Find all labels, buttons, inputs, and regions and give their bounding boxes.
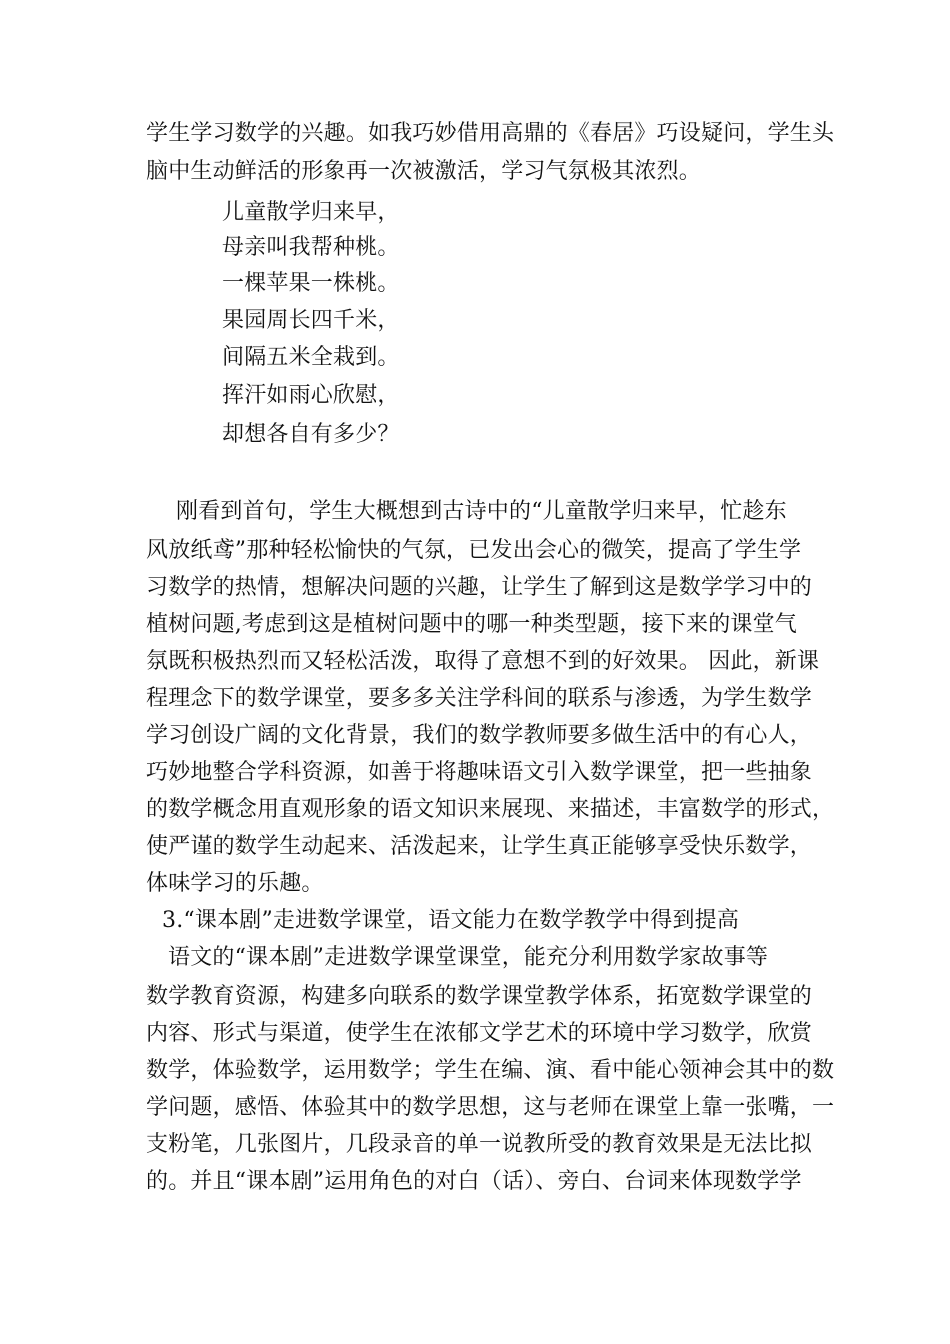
poem-line: 间隔五米全栽到。	[222, 345, 400, 370]
text-line: 使严谨的数学生动起来、活泼起来，让学生真正能够享受快乐数学，	[146, 834, 813, 859]
text-line: 习数学的热情，想解决问题的兴趣，让学生了解到这是数学学习中的	[146, 575, 813, 600]
text-line: 巧妙地整合学科资源，如善于将趣味语文引入数学课堂，把一些抽象	[146, 760, 813, 785]
text-line: 脑中生动鲜活的形象再一次被激活，学习气氛极其浓烈。	[146, 159, 702, 184]
text-line: 程理念下的数学课堂，要多多关注学科间的联系与渗透，为学生数学	[146, 686, 813, 711]
text-line: 体味学习的乐趣。	[146, 871, 324, 896]
poem-line: 挥汗如雨心欣慰，	[222, 383, 400, 408]
text-line: 学问题，感悟、体验其中的数学思想，这与老师在课堂上靠一张嘴，一	[146, 1095, 835, 1120]
text-line: 氛既积极热烈而又轻松活泼，取得了意想不到的好效果。 因此，新课	[146, 649, 820, 674]
text-line: 的数学概念用直观形象的语文知识来展现、来描述，丰富数学的形式，	[146, 797, 835, 822]
text-line: 植树问题,考虑到这是植树问题中的哪一种类型题，接下来的课堂气	[146, 612, 797, 637]
text-line: 的。并且“课本剧”运用角色的对白（话）、旁白、台词来体现数学学	[146, 1169, 802, 1194]
text-line: 刚看到首句，学生大概想到古诗中的“儿童散学归来早，忙趁东	[176, 499, 787, 524]
text-line: 数学教育资源，构建多向联系的数学课堂教学体系，拓宽数学课堂的	[146, 984, 813, 1009]
text-line: 语文的“课本剧”走进数学课堂课堂，能充分利用数学家故事等	[168, 945, 769, 970]
text-line: 数学，体验数学，运用数学；学生在编、演、看中能心领神会其中的数	[146, 1058, 835, 1083]
poem-line: 母亲叫我帮种桃。	[222, 235, 400, 260]
poem-line: 果园周长四千米，	[222, 308, 400, 333]
poem-line: 儿童散学归来早，	[222, 200, 400, 225]
text-line: 学生学习数学的兴趣。如我巧妙借用高鼎的《春居》巧设疑问，学生头	[146, 121, 835, 146]
section-heading: 3.“课本剧”走进数学课堂，语文能力在数学教学中得到提高	[162, 908, 740, 933]
text-line: 内容、形式与渠道，使学生在浓郁文学艺术的环境中学习数学，欣赏	[146, 1021, 813, 1046]
poem-line: 却想各自有多少？	[222, 422, 400, 447]
text-line: 风放纸鸢”那种轻松愉快的气氛，已发出会心的微笑，提高了学生学	[146, 538, 802, 563]
text-line: 学习创设广阔的文化背景，我们的数学教师要多做生活中的有心人，	[146, 723, 813, 748]
poem-line: 一棵苹果一株桃。	[222, 271, 400, 296]
text-line: 支粉笔，几张图片，几段录音的单一说教所受的教育效果是无法比拟	[146, 1132, 813, 1157]
